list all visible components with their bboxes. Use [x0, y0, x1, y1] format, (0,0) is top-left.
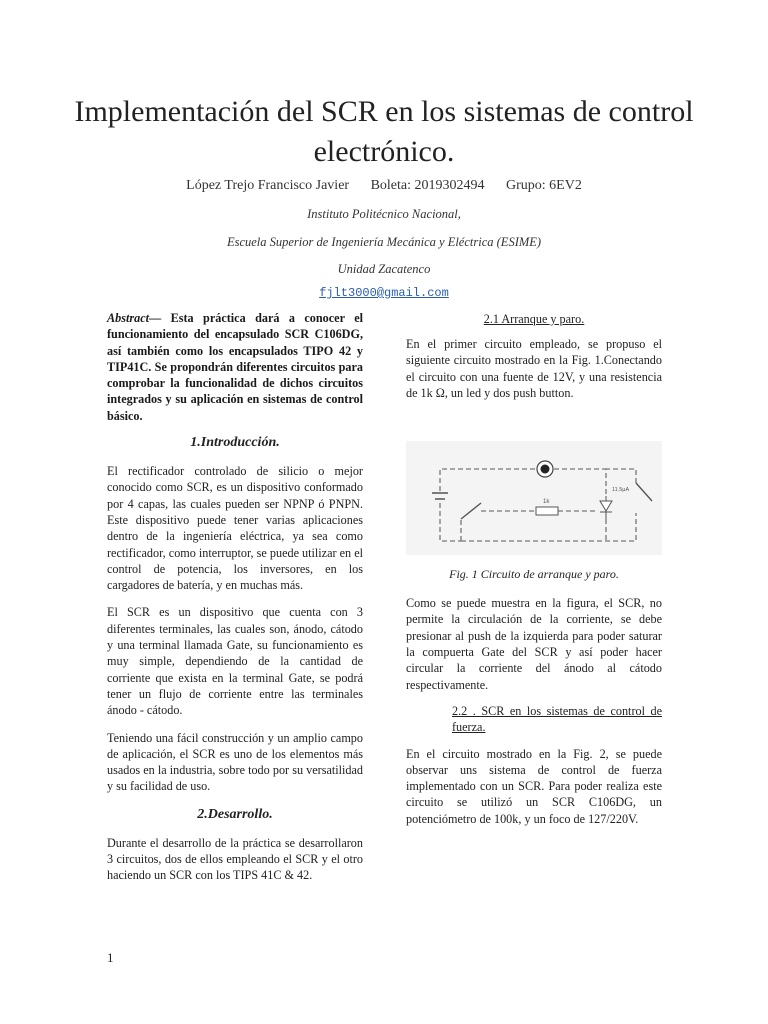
- intro-paragraph-2: El SCR es un dispositivo que cuenta con 3 diferentes terminales, las cuales son, ánodo, cátodo y una terminal llamada Gate, su funcionamiento es muy simple, dependiendo de la cantidad de corriente que exista en la terminal Gate, se podrá tener un flujo de corriente entre las terminales ánodo - cátodo.: [107, 605, 363, 718]
- arranque-paragraph: En el primer circuito empleado, se propuso el siguiente circuito mostrado en la Fig. 1.Conectando el circuito con una fuente de 12V, y una resistencia de 1k Ω, un led y dos push button.: [406, 337, 662, 400]
- section-heading-introduccion: 1.Introducción.: [190, 435, 280, 451]
- page-number: 1: [107, 950, 114, 965]
- author-name: López Trejo Francisco Javier: [186, 178, 350, 193]
- section-heading-arranque-paro: 2.1 Arranque y paro.: [483, 312, 585, 326]
- led-symbol: [537, 461, 553, 477]
- control-fuerza-paragraph: En el circuito mostrado en la Fig. 2, se puede observar uns sistema de control de fuerza implementado con un SCR. Para poder realiza este circuito se utilizó un SCR C106DG, un potenciómetro de 100k, y un foco de 127/220V.: [406, 746, 662, 826]
- desarrollo-paragraph: Durante el desarrollo de la práctica se desarrollaron 3 circuitos, dos de ellos empleando el SCR y el otro haciendo un SCR con los TIPS 41C & 42.: [107, 835, 363, 883]
- circuit-diagram: [406, 441, 662, 555]
- author-grupo: Grupo: 6EV2: [506, 178, 582, 193]
- intro-paragraph-1: El rectificador controlado de silicio o mejor conocido como SCR, es un dispositivo conformado por 4 capas, las cuales pueden ser NPNP ó PNPN. Este dispositivo puede tener varias aplicaciones dentro de la ingeniería eléctrica, ya sea como rectificador, como interruptor, se puede utilizar en el control de potencia, los inversores, en los cargadores de batería, y en muchas más.: [107, 464, 363, 593]
- section-heading-desarrollo: 2.Desarrollo.: [197, 806, 273, 822]
- affiliation-school: Escuela Superior de Ingeniería Mecánica y Eléctrica (ESIME): [226, 235, 542, 249]
- right-column: [406, 312, 662, 827]
- author-boleta: Boleta: 2019302494: [370, 178, 485, 193]
- current-label: 11.5µA: [612, 487, 630, 494]
- author-email[interactable]: fjlt3000@gmail.com: [319, 286, 449, 300]
- abstract-text: — Esta práctica dará a conocer el funcionamiento del encapsulado SCR C106DG, así también como los encapsulados TIPO 42 y TIP41C. Se propondrán diferentes circuitos para comprobar la funcionalidad de dichos circuitos integrados y su aplicación en sistemas de control básico.: [107, 311, 363, 423]
- affiliation-institute: Instituto Politécnico Nacional,: [307, 207, 461, 221]
- left-column: [107, 310, 363, 884]
- figure-1: [406, 441, 662, 582]
- paper-title: Implementación del SCR en los sistemas de control electrónico.: [74, 95, 694, 168]
- abstract: [107, 310, 363, 424]
- intro-paragraph-3: Teniendo una fácil construcción y un amplio campo de aplicación, el SCR es uno de los elementos más usados en la industria, sobre todo por su versatilidad y su facilidad de uso.: [107, 730, 363, 794]
- figure-background: [406, 441, 662, 555]
- after-figure-paragraph: Como se puede muestra en la figura, el SCR, no permite la circulación de la corriente, se debe presionar al push de la izquierda para poder saturar la compuerta Gate del SCR y así poder hacer circular la corriente del ánodo al cátodo respectivamente.: [406, 596, 662, 692]
- section-heading-control-fuerza: 2.2 . SCR en los sistemas de control de fuerza.: [452, 703, 662, 735]
- resistor-symbol: [536, 507, 558, 515]
- affiliation-unit: Unidad Zacatenco: [337, 262, 431, 276]
- abstract-label: Abstract: [107, 311, 149, 325]
- author-line: [0, 178, 768, 194]
- figure-1-caption: Fig. 1 Circuito de arranque y paro.: [449, 567, 619, 582]
- resistor-label: 1k: [543, 499, 550, 506]
